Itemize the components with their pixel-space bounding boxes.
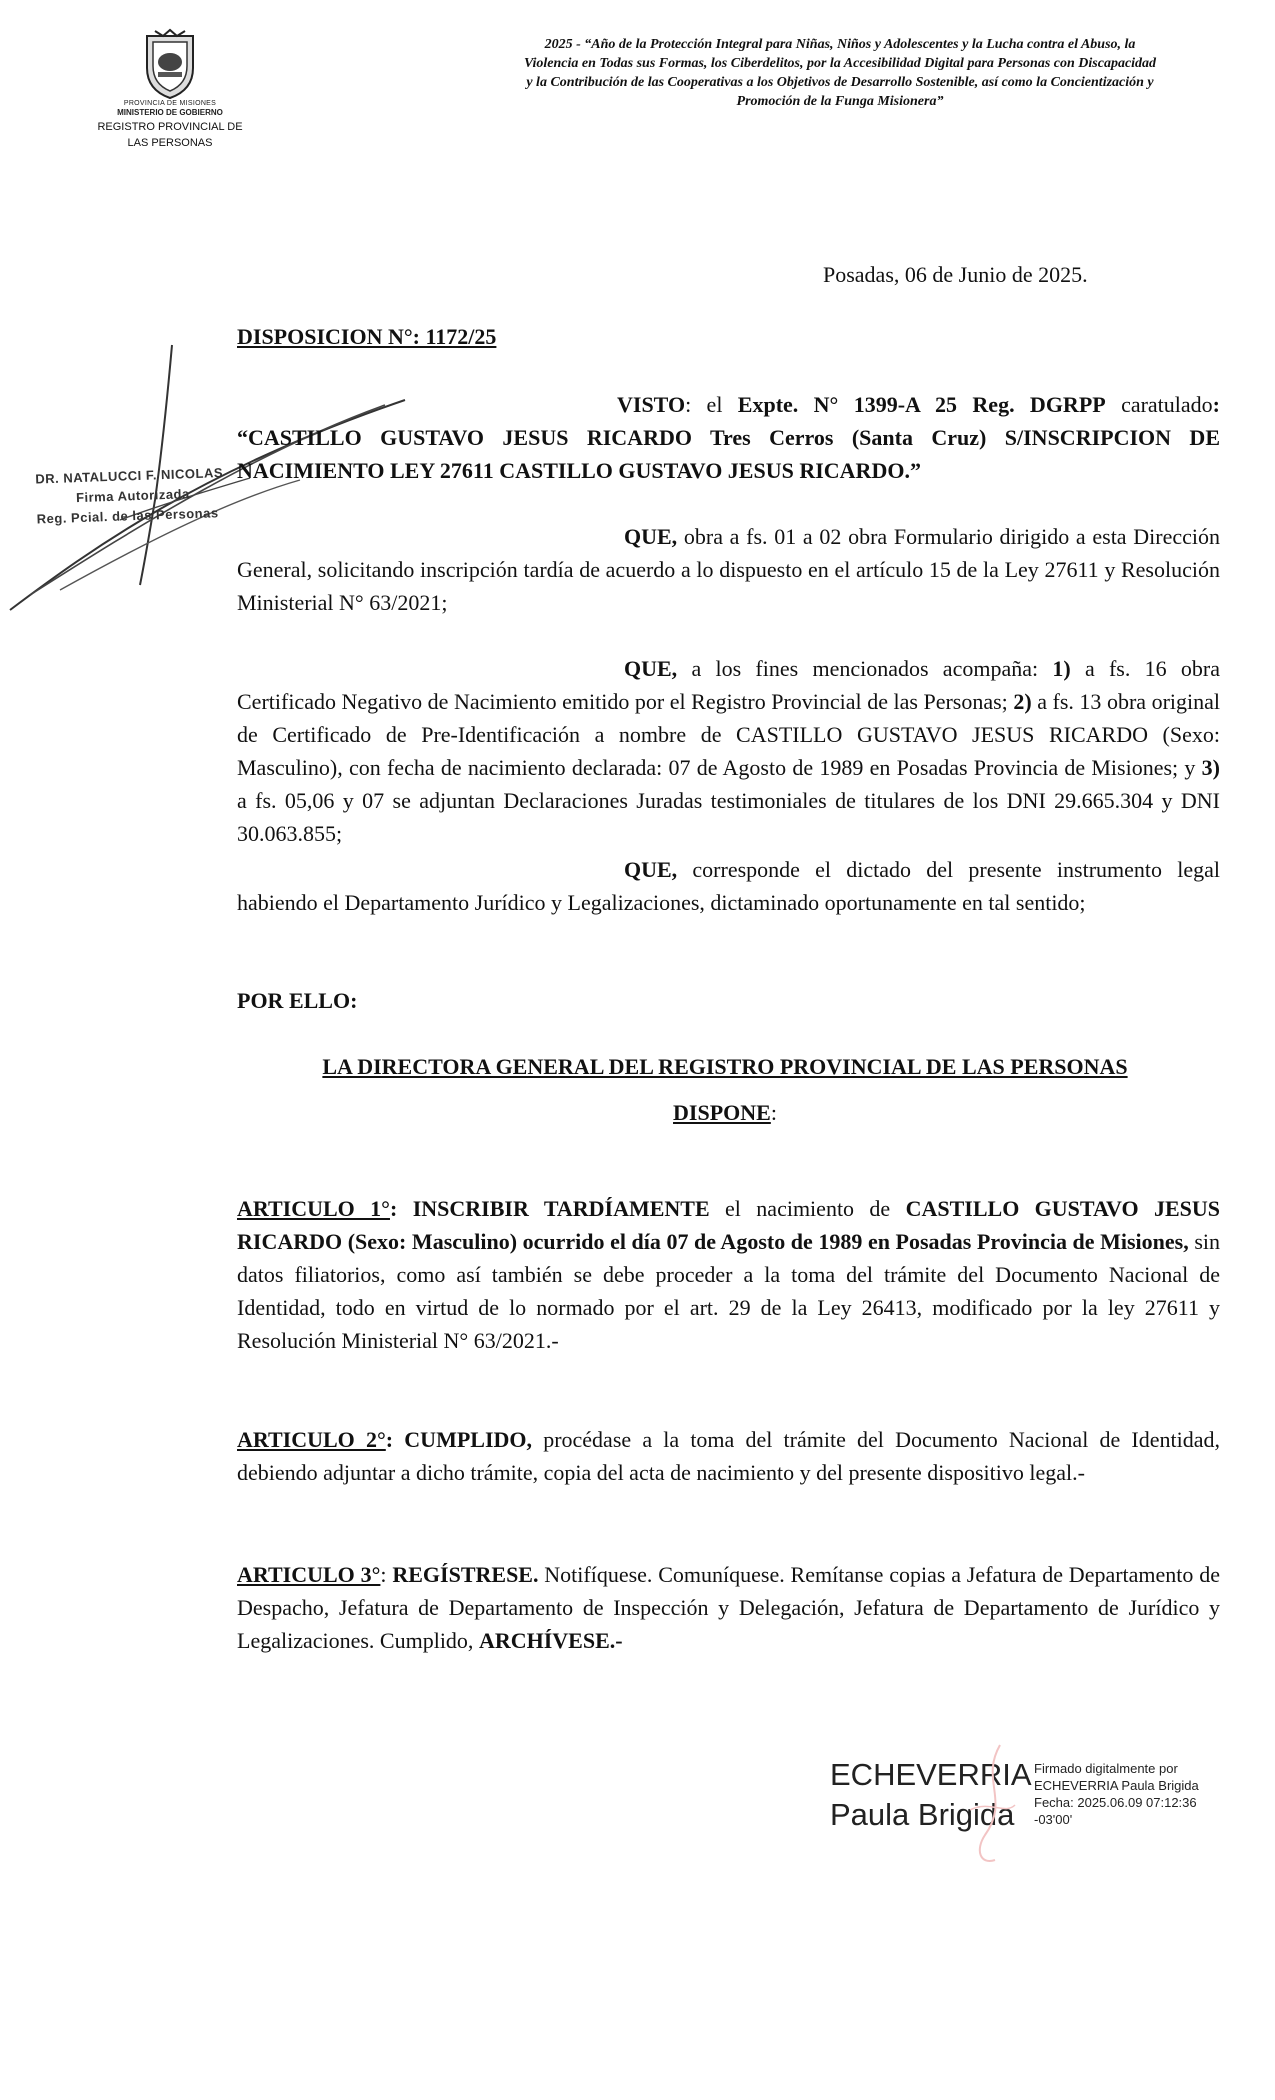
article-1-label: ARTICULO 1° <box>237 1196 390 1221</box>
article-1-text-1: el nacimiento de <box>725 1196 906 1221</box>
stamp-role: Firma Autorizada <box>75 486 190 506</box>
signature-flourish-icon <box>960 1740 1030 1870</box>
org-province: PROVINCIA DE MISIONES <box>123 100 217 107</box>
que2-text-2: a fs. 16 obra Certificado Negativo de Nacimiento emitido por el Registro Provincial de las Personas; <box>237 656 1220 714</box>
article-3-colon: : <box>380 1562 387 1587</box>
que-paragraph-1 <box>237 520 1220 619</box>
que-text-3: corresponde el dictado del presente instrumento legal habiendo el Departamento Jurídico y Legalizaciones, dictaminado oportunamente en tal sentido; <box>237 857 1220 915</box>
article-2-colon: : <box>385 1427 394 1452</box>
por-ello-heading: POR ELLO: <box>237 988 358 1013</box>
dispone-word: DISPONE <box>673 1100 771 1125</box>
org-name-line2: LAS PERSONAS <box>127 137 213 149</box>
que2-text-1: a los fines mencionados acompaña: <box>677 656 1053 681</box>
visto-label: VISTO <box>617 392 686 417</box>
que2-item-1: 1) <box>1052 656 1071 681</box>
article-1-colon: : <box>389 1196 398 1221</box>
article-3-text: Notifíquese. Comuníquese. Remítanse copias a Jefatura de Departamento de Despacho, Jefatura de Departamento de Inspección y Delegación, Jefatura de Departamento de Jurídico y Legalizaciones. Cumplido, <box>237 1562 1220 1653</box>
que-paragraph-2 <box>237 652 1220 850</box>
year-motto: 2025 - “Año de la Protección Integral para Niñas, Niños y Adolescentes y la Lucha contra el Abuso, la Violencia en Todas sus Formas, los Ciberdelitos, por la Accesibilidad Digital para Personas con Discapacidad y la Contribución de las Cooperativas a los Objetivos de Desarrollo Sostenible, así como la Concientización y Promoción de la Funga Misionera” <box>523 37 1157 109</box>
que-text-1: obra a fs. 01 a 02 obra Formulario dirigido a esta Dirección General, solicitando inscripción tardía de acuerdo a lo dispuesto en el artículo 15 de la Ley 27611 y Resolución Ministerial N° 63/2021; <box>237 524 1220 615</box>
org-name <box>70 119 270 151</box>
article-2 <box>237 1423 1220 1489</box>
que-label-3: QUE, <box>624 857 678 882</box>
signature-info-line2: ECHEVERRIA Paula Brigida <box>1034 1778 1199 1793</box>
article-3 <box>237 1558 1220 1657</box>
article-2-action: CUMPLIDO, <box>393 1427 533 1452</box>
article-1-action: INSCRIBIR TARDÍAMENTE <box>397 1196 726 1221</box>
que2-item-2: 2) <box>1013 689 1032 714</box>
article-1 <box>237 1192 1220 1357</box>
header-logo-block <box>70 28 270 151</box>
stamp-name: DR. NATALUCCI F. NICOLAS <box>35 465 224 487</box>
org-name-line1: REGISTRO PROVINCIAL DE <box>97 121 243 133</box>
article-3-archive: ARCHÍVESE.- <box>478 1628 623 1653</box>
signature-info-line1: Firmado digitalmente por <box>1034 1761 1178 1776</box>
article-1-person: CASTILLO GUSTAVO JESUS RICARDO (Sexo: Masculino) ocurrido el día 07 de Agosto de 1989 en Posadas Provincia de Misiones, <box>237 1196 1220 1254</box>
que-label-2: QUE, <box>624 656 678 681</box>
disposition-number: DISPOSICION N°: 1172/25 <box>237 324 497 349</box>
digital-signature-info <box>1034 1760 1199 1828</box>
document-date: Posadas, 06 de Junio de 2025. <box>823 262 1088 287</box>
dispone-heading <box>180 1100 1270 1126</box>
article-2-label: ARTICULO 2° <box>237 1427 386 1452</box>
directora-heading: LA DIRECTORA GENERAL DEL REGISTRO PROVINCIAL DE LAS PERSONAS <box>322 1054 1128 1079</box>
signature-surname: ECHEVERRIA <box>830 1757 1032 1792</box>
signature-info-line3: Fecha: 2025.06.09 07:12:36 <box>1034 1795 1197 1810</box>
que2-item-3: 3) <box>1201 755 1220 780</box>
visto-text-2: caratulado <box>1105 392 1213 417</box>
article-1-text-2: sin datos filiatorios, como así también se debe proceder a la toma del trámite del Documento Nacional de Identidad, todo en virtud de lo normado por el art. 29 de la Ley 26413, modificado por la ley 27611 y Resolución Ministerial N° 63/2021.- <box>237 1229 1220 1353</box>
visto-paragraph <box>237 388 1220 487</box>
stamp-office: Reg. Pcial. de las Personas <box>36 505 219 527</box>
visto-colon: : <box>1212 392 1220 417</box>
expediente-number: Expte. N° 1399-A 25 Reg. DGRPP <box>737 392 1106 417</box>
article-2-text: procédase a la toma del trámite del Documento Nacional de Identidad, debiendo adjuntar a dicho trámite, copia del acta de nacimiento y del presente dispositivo legal.- <box>237 1427 1221 1485</box>
signature-given-names: Paula Brigida <box>830 1797 1015 1832</box>
provincial-seal-icon <box>133 28 207 100</box>
que-paragraph-3 <box>237 853 1220 919</box>
que2-text-4: a fs. 05,06 y 07 se adjuntan Declaraciones Juradas testimoniales de titulares de los DNI 29.665.304 y DNI 30.063.855; <box>237 788 1220 846</box>
que2-text-3: a fs. 13 obra original de Certificado de Pre-Identificación a nombre de CASTILLO GUSTAVO JESUS RICARDO (Sexo: Masculino), con fecha de nacimiento declarada: 07 de Agosto de 1989 en Posadas Provincia de Misiones; y <box>237 689 1220 780</box>
case-title: “CASTILLO GUSTAVO JESUS RICARDO Tres Cerros (Santa Cruz) S/INSCRIPCION DE NACIMIENTO LEY 27611 CASTILLO GUSTAVO JESUS RICARDO.” <box>237 425 1220 483</box>
dispone-colon: : <box>770 1100 777 1125</box>
org-ministry: MINISTERIO DE GOBIERNO <box>117 108 223 117</box>
que-label-1: QUE, <box>624 524 678 549</box>
article-3-action: REGÍSTRESE. <box>386 1562 539 1587</box>
visto-text-1: : el <box>685 392 738 417</box>
signature-info-line4: -03'00' <box>1034 1812 1073 1827</box>
article-3-label: ARTICULO 3° <box>237 1562 381 1587</box>
